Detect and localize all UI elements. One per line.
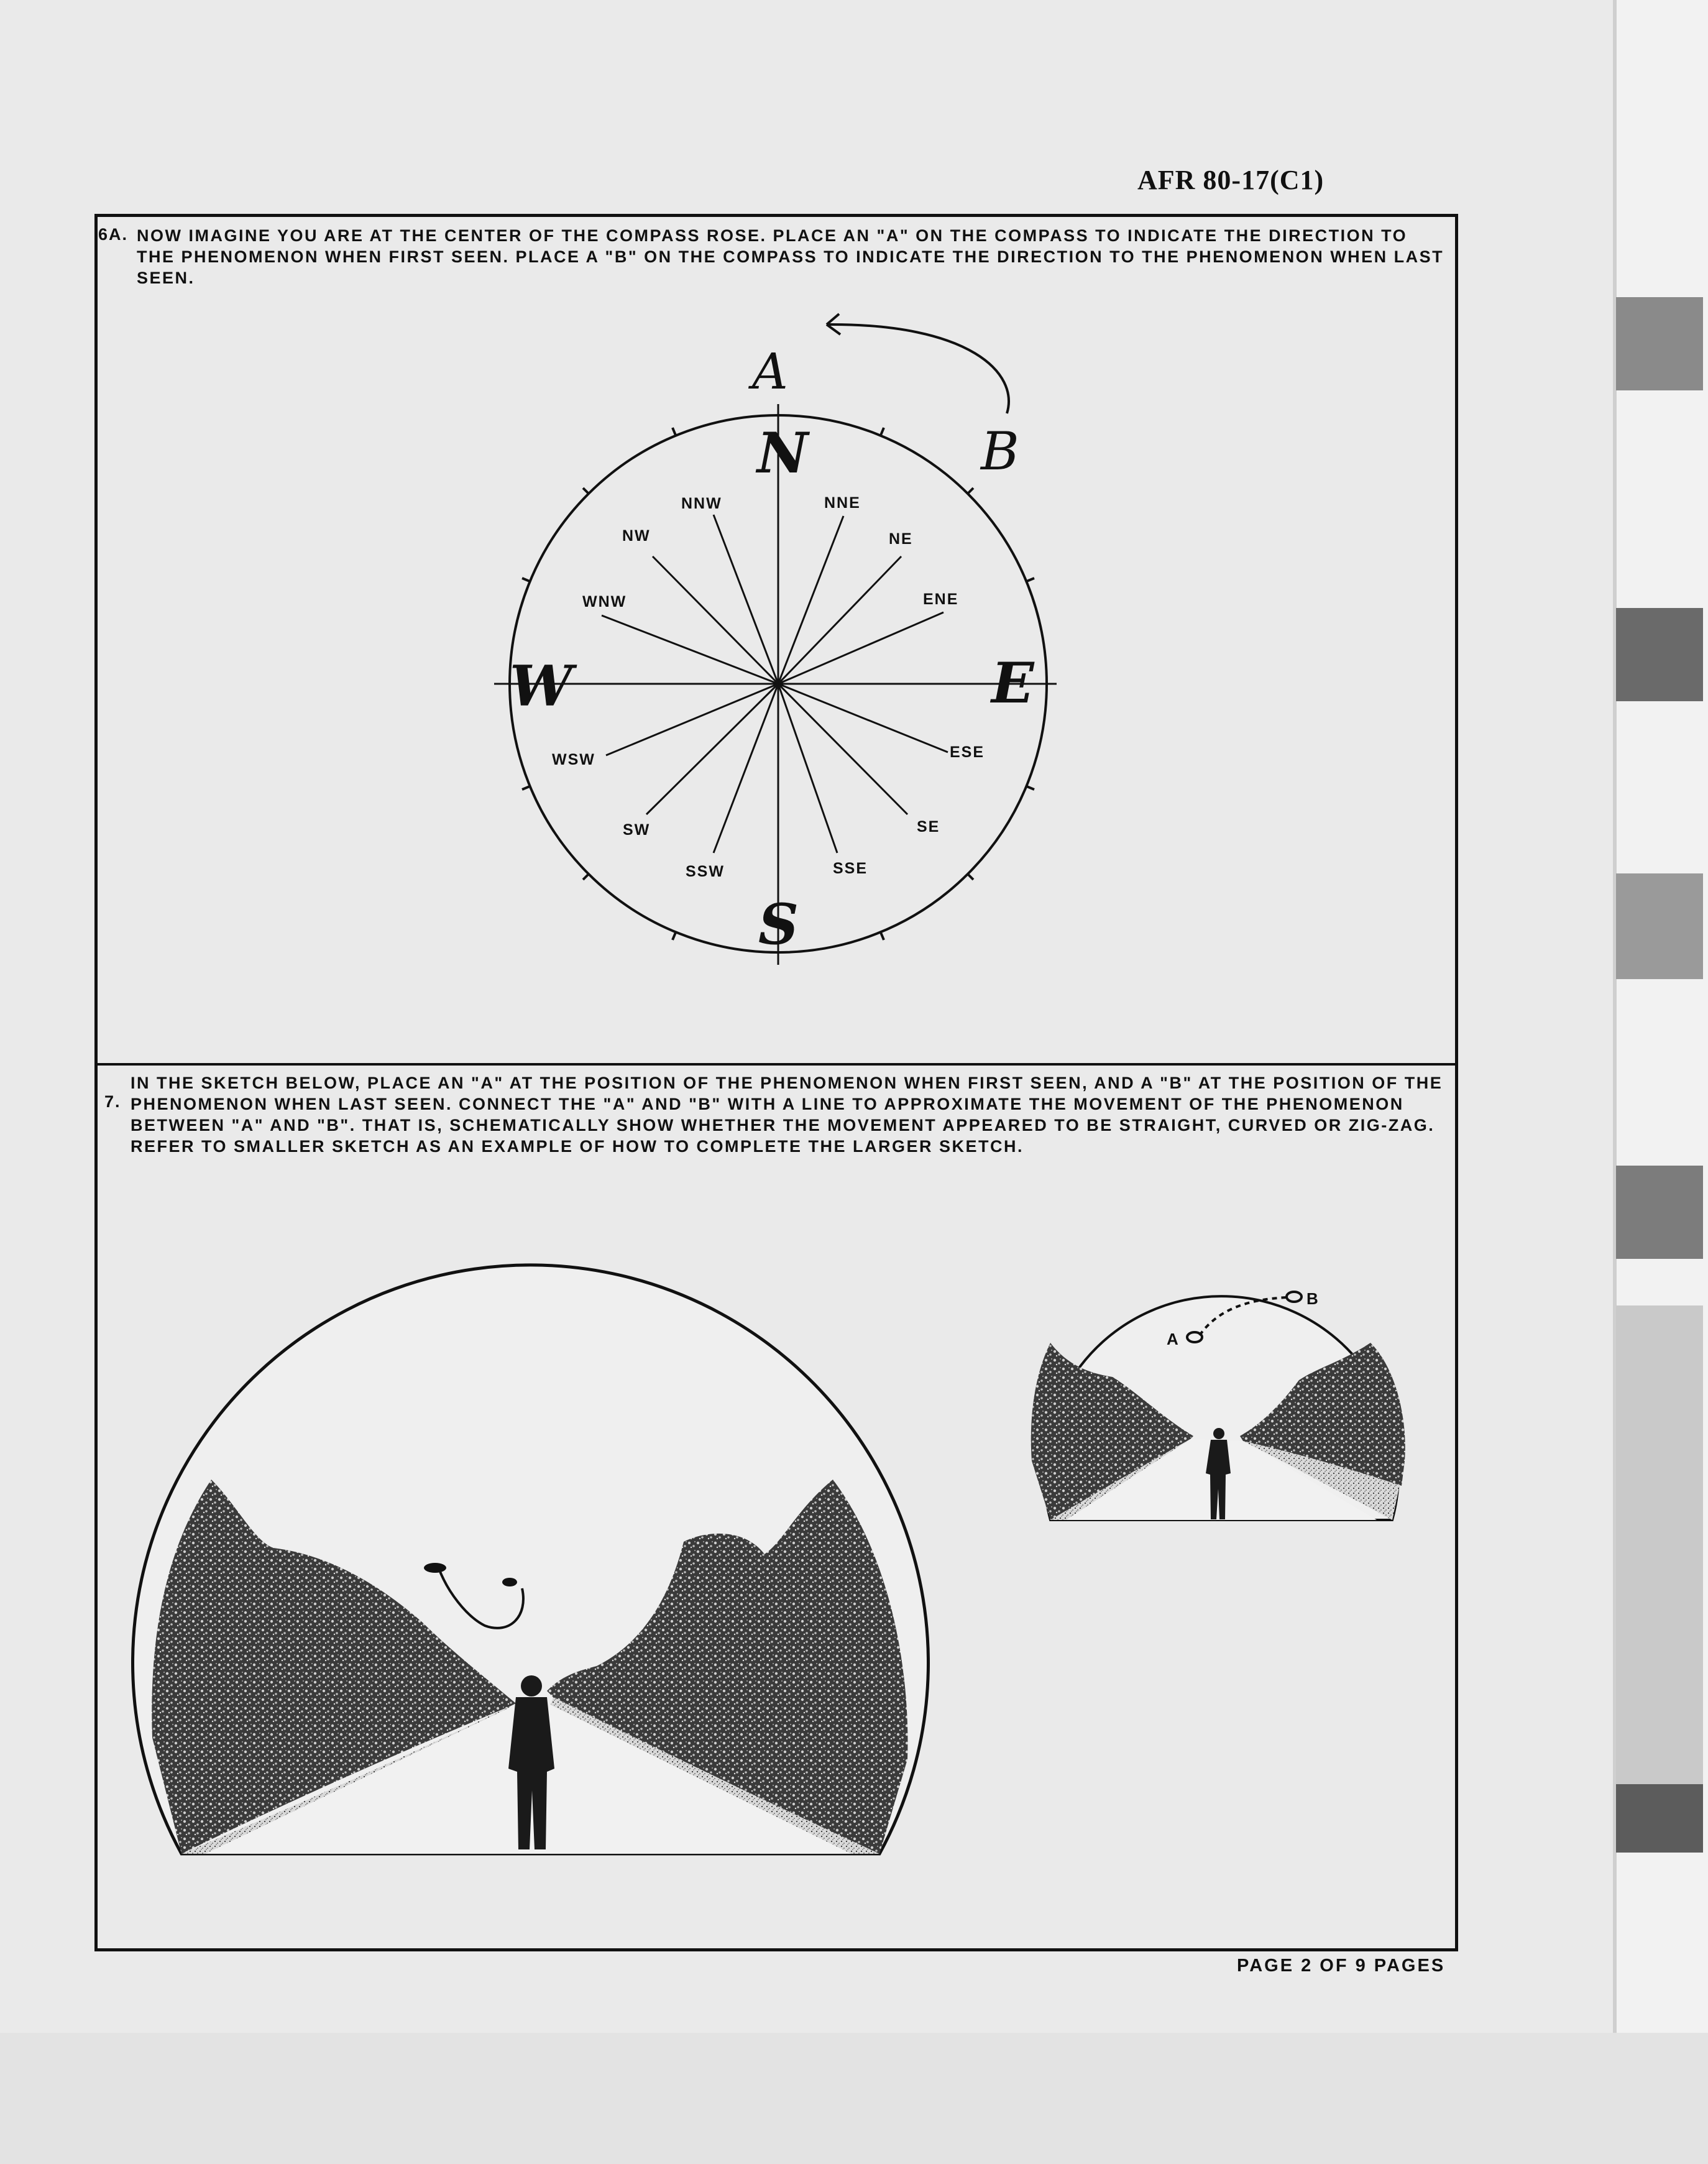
compass-rose [494, 314, 1057, 965]
compass-handwritten-e: E [991, 650, 1034, 716]
example-sketch [1031, 1289, 1405, 1520]
compass-label-ese: ESE [950, 744, 985, 761]
compass-label-ssw: SSW [686, 863, 725, 880]
compass-label-nnw: NNW [681, 495, 722, 512]
compass-handwritten-n: N [757, 420, 809, 486]
handwritten-mark-b: B [981, 421, 1019, 482]
example-label-b: B [1306, 1289, 1318, 1308]
example-label-a: A [1167, 1330, 1178, 1348]
compass-label-sw: SW [623, 821, 651, 839]
question-6a-number: 6A. [98, 225, 129, 244]
compass-label-se: SE [917, 818, 940, 836]
compass-label-nne: NNE [824, 494, 861, 512]
question-6a-text: NOW IMAGINE YOU ARE AT THE CENTER OF THE COMPASS ROSE. PLACE AN "A" ON THE COMPASS TO INDICATE THE DIRECTION TO THE PHENOMENON WHEN FIRST SEEN. PLACE A "B" ON THE COMPASS TO INDICATE THE DIRECTION TO THE PHENOMENON WHEN LAST SEEN. [137, 226, 1444, 287]
compass-label-ene: ENE [923, 591, 959, 608]
handwritten-point-a [424, 1563, 446, 1573]
example-object-b [1287, 1292, 1302, 1302]
compass-label-nw: NW [622, 527, 651, 545]
compass-label-wsw: WSW [552, 751, 595, 768]
compass-label-sse: SSE [833, 860, 868, 877]
page-number: PAGE 2 OF 9 PAGES [1237, 1956, 1446, 1976]
handwritten-point-b [502, 1578, 517, 1586]
document-reference: AFR 80-17(C1) [1137, 165, 1325, 195]
compass-handwritten-w: W [510, 653, 573, 719]
compass-label-wnw: WNW [582, 593, 627, 610]
compass-label-ne: NE [889, 530, 913, 548]
large-sky-sketch [133, 1265, 929, 1854]
handwritten-mark-a: A [752, 343, 788, 400]
question-7-number: 7. [104, 1092, 121, 1111]
question-7-text: IN THE SKETCH BELOW, PLACE AN "A" AT THE POSITION OF THE PHENOMENON WHEN FIRST SEEN, AND A "B" AT THE POSITION OF THE PHENOMENON WHEN LAST SEEN. CONNECT THE "A" AND "B" WITH A LINE TO APPROXIMATE THE MOVEMENT OF THE PHENOMENON BETWEEN "A" AND "B". THAT IS, SCHEMATICALLY SHOW WHETHER THE MOVEMENT APPEARED TO BE STRAIGHT, CURVED OR ZIG-ZAG. REFER TO SMALLER SKETCH AS AN EXAMPLE OF HOW TO COMPLETE THE LARGER SKETCH. [131, 1074, 1443, 1156]
compass-handwritten-s: S [758, 891, 799, 957]
handwritten-arc-arrow [827, 325, 1009, 413]
